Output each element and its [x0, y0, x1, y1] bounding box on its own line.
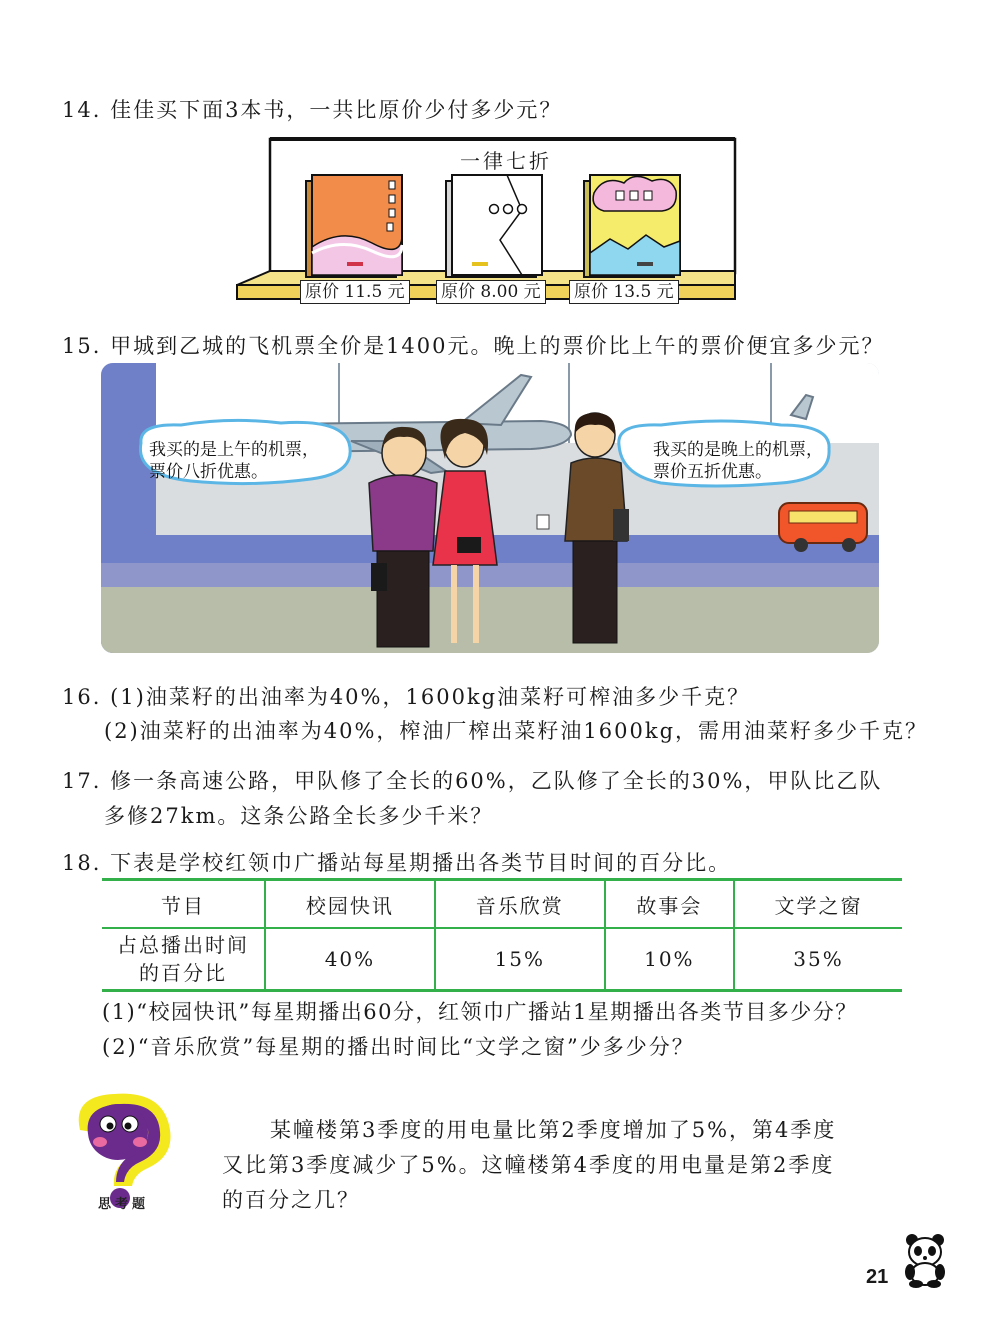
question-16-part2: (2)油菜籽的出油率为40%，榨油厂榨出菜籽油1600kg，需用油菜籽多少千克？: [104, 719, 929, 743]
table-header-music: 音乐欣赏: [435, 880, 605, 929]
question-18-sub2: (2)“音乐欣赏”每星期的播出时间比“文学之窗”少多少分？: [102, 1035, 695, 1059]
question-14: 14. 佳佳买下面3本书，一共比原价少付多少元？: [62, 98, 563, 122]
table-cell-story: 10%: [605, 928, 734, 991]
bubble-left-line2: 票价八折优惠。: [149, 462, 268, 482]
airport-illustration: [101, 363, 879, 653]
question-15: 15. 甲城到乙城的飞机票全价是1400元。晚上的票价比上午的票价便宜多少元？: [62, 334, 885, 358]
question-17-line1: 17. 修一条高速公路，甲队修了全长的60%，乙队修了全长的30%，甲队比乙队: [62, 769, 883, 793]
table-cell-literature: 35%: [734, 928, 902, 991]
bubble-right-line1: 我买的是晚上的机票，: [653, 440, 823, 460]
discount-label: 一律七折: [460, 149, 552, 173]
price-tag-1: 原价 11.5 元: [300, 280, 410, 304]
table-header-literature: 文学之窗: [734, 880, 902, 929]
table-header-story: 故事会: [605, 880, 734, 929]
question-17-line2: 多修27km。这条公路全长多少千米？: [104, 804, 494, 828]
thinking-line1: 某幢楼第3季度的用电量比第2季度增加了5%，第4季度: [270, 1118, 837, 1142]
book-yellow: [584, 175, 680, 277]
book-orange: [306, 175, 402, 277]
price-tag-2: 原价 8.00 元: [436, 280, 546, 304]
program-percentage-table: [102, 878, 902, 992]
thinking-line3: 的百分之几？: [222, 1188, 360, 1212]
bookshelf-illustration: [232, 135, 737, 305]
page-number: 21: [866, 1266, 889, 1288]
question-16-part1: 16. (1)油菜籽的出油率为40%，1600kg油菜籽可榨油多少千克？: [62, 685, 751, 709]
table-header-campus-news: 校园快讯: [265, 880, 435, 929]
book-white: [446, 175, 542, 277]
price-tag-3: 原价 13.5 元: [569, 280, 679, 304]
thinking-label: 思考题: [98, 1197, 150, 1212]
bubble-left-line1: 我买的是上午的机票，: [149, 440, 319, 460]
thinking-line2: 又比第3季度减少了5%。这幢楼第4季度的用电量是第2季度: [222, 1153, 835, 1177]
table-header-program: 节目: [102, 880, 265, 929]
question-18: 18. 下表是学校红领巾广播站每星期播出各类节目时间的百分比。: [62, 851, 732, 875]
question-18-sub1: (1)“校园快讯”每星期播出60分，红领巾广播站1星期播出各类节目多少分？: [102, 1000, 858, 1024]
table-row-label: 占总播出时间 的百分比: [102, 928, 265, 991]
bubble-right-line2: 票价五折优惠。: [653, 462, 772, 482]
panda-icon: [898, 1232, 952, 1292]
table-cell-music: 15%: [435, 928, 605, 991]
table-cell-campus-news: 40%: [265, 928, 435, 991]
thinking-question: [222, 1113, 912, 1218]
